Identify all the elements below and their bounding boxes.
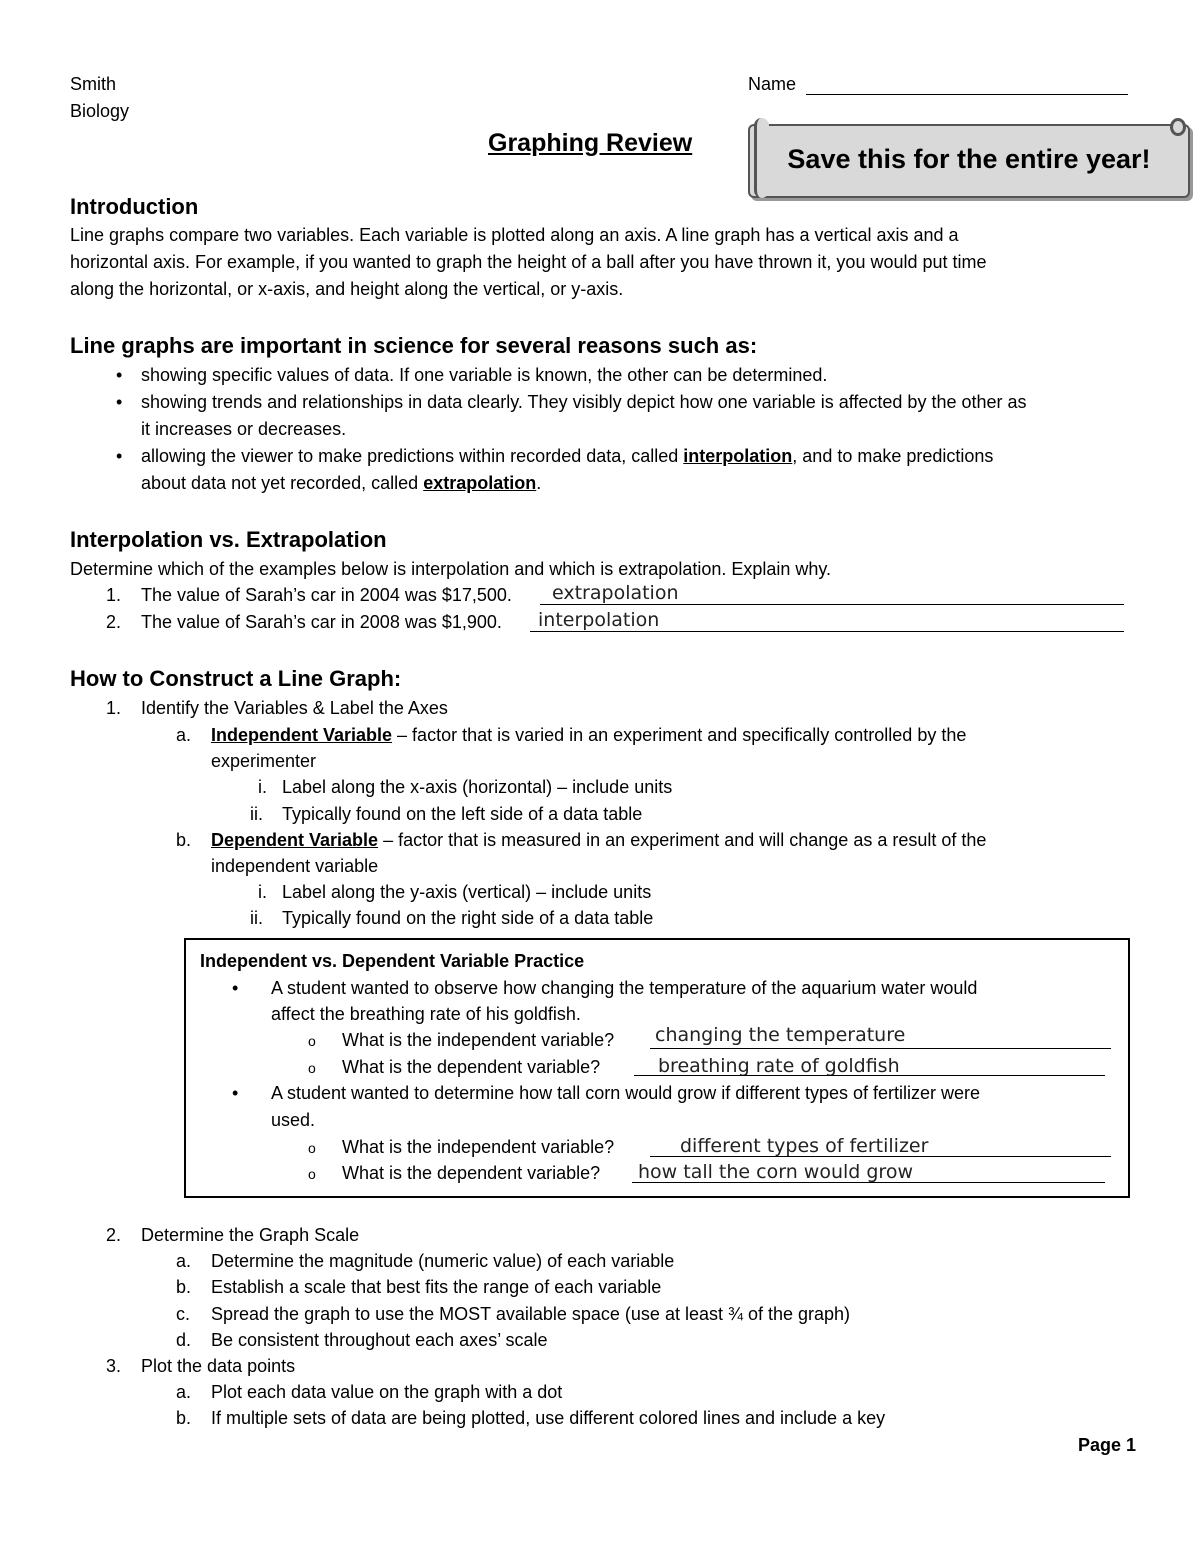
subject: Biology — [70, 101, 130, 121]
step-1a-cont: experimenter — [211, 751, 317, 771]
importance-heading: Line graphs are important in science for several reasons such as: — [70, 333, 758, 358]
step-number: 3. — [106, 1356, 122, 1376]
circle-bullet-icon: o — [308, 1033, 316, 1049]
step-2a: Determine the magnitude (numeric value) of each variable — [211, 1251, 675, 1271]
step-1a-i: Label along the x-axis (horizontal) – include units — [282, 777, 673, 797]
term-interpolation: interpolation — [683, 446, 793, 466]
q1-independent-answer[interactable]: changing the temperature — [655, 1024, 906, 1046]
ive-answer-2[interactable]: interpolation — [538, 609, 660, 631]
circle-bullet-icon: o — [308, 1060, 316, 1076]
roman-numeral: ii. — [250, 908, 263, 928]
teacher-name: Smith — [70, 74, 117, 94]
ive-item-text: The value of Sarah’s car in 2008 was $1,900. — [141, 612, 502, 632]
ive-item-number: 2. — [106, 612, 122, 632]
step-1b — [211, 829, 986, 851]
answer-line — [650, 1156, 1111, 1157]
practice-title: Independent vs. Dependent Variable Practice — [200, 951, 585, 971]
bullet-3-text: . — [536, 473, 542, 493]
construct-heading: How to Construct a Line Graph: — [70, 666, 402, 691]
sub-letter: b. — [176, 1277, 192, 1297]
save-banner — [748, 124, 1190, 198]
term-extrapolation: extrapolation — [423, 473, 537, 493]
bullet-icon: • — [116, 392, 123, 412]
q1-dependent-answer[interactable]: breathing rate of goldfish — [658, 1055, 900, 1077]
q2-independent-label: What is the independent variable? — [342, 1137, 615, 1157]
q2-dependent-answer[interactable]: how tall the corn would grow — [638, 1161, 913, 1183]
q1-dependent-label: What is the dependent variable? — [342, 1057, 601, 1077]
step-1a — [211, 724, 966, 746]
importance-bullet-3-cont — [141, 472, 541, 494]
sub-letter: a. — [176, 1382, 192, 1402]
step-1b-ii: Typically found on the right side of a data table — [282, 908, 654, 928]
step-1b-text: – factor that is measured in an experiment and will change as a result of the — [378, 830, 987, 850]
scroll-curl-right — [1170, 118, 1186, 136]
sub-letter: a. — [176, 725, 192, 745]
page-number: Page 1 — [1078, 1435, 1137, 1455]
ive-item-text: The value of Sarah’s car in 2004 was $17,500. — [141, 585, 512, 605]
bullet-3-text: about data not yet recorded, called — [141, 473, 424, 493]
intro-line: Line graphs compare two variables. Each variable is plotted along an axis. A line graph has a vertical axis and a — [70, 225, 959, 245]
step-1b-i: Label along the y-axis (vertical) – include units — [282, 882, 652, 902]
answer-line — [632, 1182, 1105, 1183]
bullet-3-text: allowing the viewer to make predictions within recorded data, called — [141, 446, 684, 466]
sub-letter: c. — [176, 1304, 191, 1324]
sub-letter: b. — [176, 1408, 192, 1428]
step-1: Identify the Variables & Label the Axes — [141, 698, 448, 718]
banner-text: Save this for the entire year! — [787, 144, 1151, 174]
q2-independent-answer[interactable]: different types of fertilizer — [680, 1135, 929, 1157]
practice-q1: A student wanted to observe how changing the temperature of the aquarium water would — [271, 978, 978, 998]
step-3a: Plot each data value on the graph with a dot — [211, 1382, 563, 1402]
importance-bullet-1: showing specific values of data. If one variable is known, the other can be determined. — [141, 365, 828, 385]
circle-bullet-icon: o — [308, 1166, 316, 1182]
importance-bullet-2-cont: it increases or decreases. — [141, 419, 347, 439]
term-dependent-variable: Dependent Variable — [211, 830, 379, 850]
step-number: 2. — [106, 1225, 122, 1245]
answer-line — [530, 631, 1124, 632]
ive-answer-1[interactable]: extrapolation — [552, 582, 679, 604]
intro-line: along the horizontal, or x-axis, and height along the vertical, or y-axis. — [70, 279, 624, 299]
q1-independent-label: What is the independent variable? — [342, 1030, 615, 1050]
bullet-icon: • — [116, 365, 123, 385]
importance-bullet-3 — [141, 445, 993, 467]
step-2b: Establish a scale that best fits the range of each variable — [211, 1277, 662, 1297]
sub-letter: a. — [176, 1251, 192, 1271]
roman-numeral: i. — [258, 882, 267, 902]
answer-line — [540, 604, 1124, 605]
step-3: Plot the data points — [141, 1356, 296, 1376]
step-3b: If multiple sets of data are being plotted, use different colored lines and include a key — [211, 1408, 886, 1428]
roman-numeral: ii. — [250, 804, 263, 824]
step-2: Determine the Graph Scale — [141, 1225, 360, 1245]
practice-q1-cont: affect the breathing rate of his goldfish. — [271, 1004, 581, 1024]
importance-bullet-2: showing trends and relationships in data clearly. They visibly depict how one variable is affected by the other as — [141, 392, 1027, 412]
circle-bullet-icon: o — [308, 1140, 316, 1156]
name-label: Name — [748, 74, 797, 94]
sub-letter: b. — [176, 830, 192, 850]
term-independent-variable: Independent Variable — [211, 725, 393, 745]
step-2c: Spread the graph to use the MOST available space (use at least ¾ of the graph) — [211, 1304, 851, 1324]
intro-heading: Introduction — [70, 194, 199, 219]
bullet-icon: • — [232, 978, 239, 998]
q2-dependent-label: What is the dependent variable? — [342, 1163, 601, 1183]
bullet-icon: • — [232, 1083, 239, 1103]
roman-numeral: i. — [258, 777, 267, 797]
bullet-icon: • — [116, 446, 123, 466]
step-2d: Be consistent throughout each axes’ scale — [211, 1330, 548, 1350]
step-1b-cont: independent variable — [211, 856, 379, 876]
answer-line — [634, 1075, 1105, 1076]
ive-item-number: 1. — [106, 585, 122, 605]
page-title: Graphing Review — [488, 129, 693, 157]
step-number: 1. — [106, 698, 122, 718]
practice-q2: A student wanted to determine how tall corn would grow if different types of fertilizer were — [271, 1083, 981, 1103]
intro-line: horizontal axis. For example, if you wanted to graph the height of a ball after you have thrown it, you would put time — [70, 252, 987, 272]
bullet-3-text: , and to make predictions — [792, 446, 994, 466]
ive-instructions: Determine which of the examples below is interpolation and which is extrapolation. Explain why. — [70, 559, 832, 579]
answer-line — [650, 1048, 1111, 1049]
practice-q2-cont: used. — [271, 1110, 316, 1130]
step-1a-ii: Typically found on the left side of a data table — [282, 804, 643, 824]
name-field[interactable] — [806, 94, 1128, 95]
step-1a-text: – factor that is varied in an experiment and specifically controlled by the — [392, 725, 967, 745]
ive-heading: Interpolation vs. Extrapolation — [70, 527, 387, 552]
sub-letter: d. — [176, 1330, 192, 1350]
